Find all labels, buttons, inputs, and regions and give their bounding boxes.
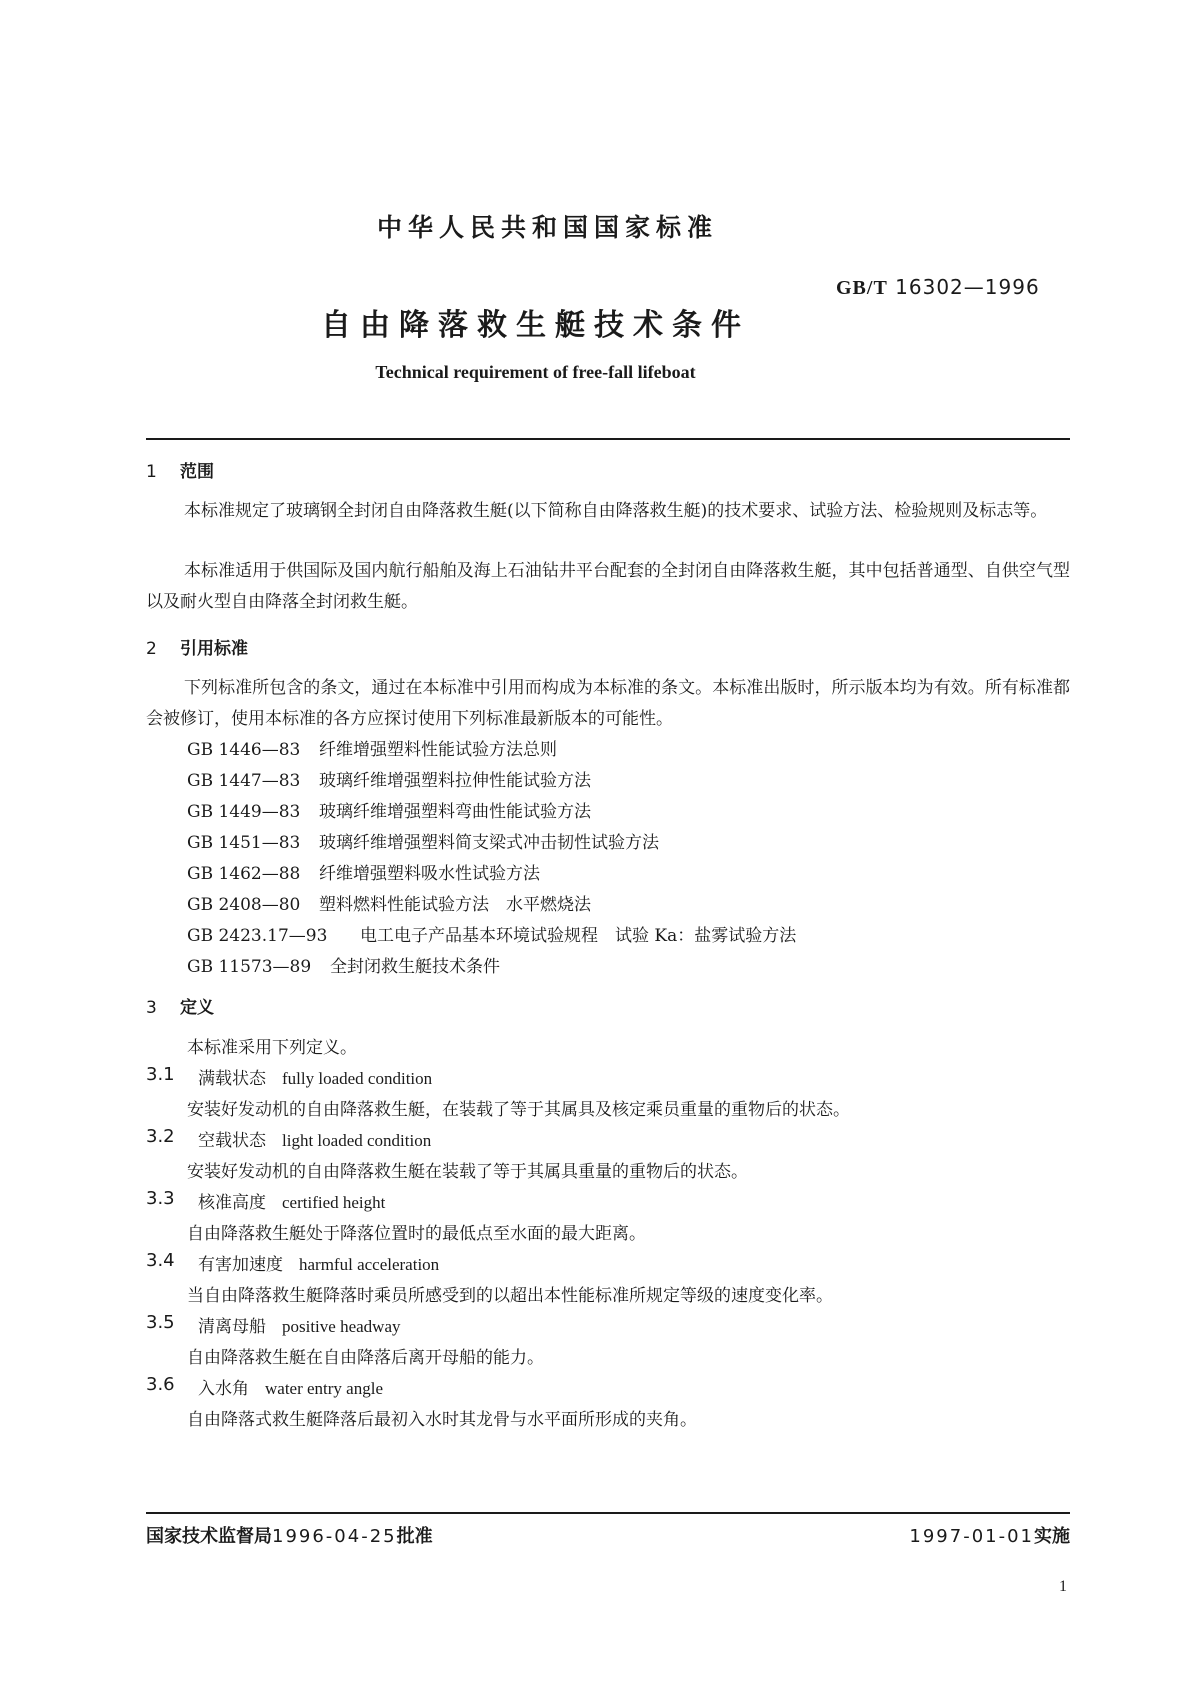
reference-code: GB 2408—80 [187, 895, 301, 915]
term-cn: 入水角 [198, 1379, 249, 1399]
reference-code: GB 1447—83 [187, 771, 301, 791]
scope-paragraph-1: 本标准规定了玻璃钢全封闭自由降落救生艇(以下简称自由降落救生艇)的技术要求、试验方法、检验规则及标志等。 [184, 501, 1048, 521]
reference-code: GB 11573—89 [187, 957, 312, 977]
reference-item [187, 828, 659, 853]
definition-term [198, 1188, 385, 1213]
term-en: positive headway [282, 1317, 401, 1336]
defs-intro: 本标准采用下列定义。 [187, 1038, 357, 1058]
definition-description: 自由降落救生艇在自由降落后离开母船的能力。 [187, 1348, 544, 1368]
reference-item [187, 735, 557, 760]
term-en: water entry angle [265, 1379, 383, 1398]
reference-title: 纤维增强塑料性能试验方法总则 [319, 740, 557, 760]
section-1-heading [146, 457, 214, 482]
reference-code: GB 1446—83 [187, 740, 301, 760]
section-title: 定义 [180, 998, 214, 1018]
standard-number [836, 275, 1040, 300]
definition-description: 自由降落式救生艇降落后最初入水时其龙骨与水平面所形成的夹角。 [187, 1410, 697, 1430]
standard-code: 16302—1996 [895, 275, 1040, 299]
header-divider [146, 438, 1070, 440]
term-en: harmful acceleration [299, 1255, 440, 1274]
reference-item [187, 952, 500, 977]
term-cn: 满载状态 [198, 1069, 266, 1089]
definition-description: 当自由降落救生艇降落时乘员所感受到的以超出本性能标准所规定等级的速度变化率。 [187, 1286, 833, 1306]
definition-number: 3.6 [146, 1374, 175, 1395]
section-number: 2 [146, 639, 157, 659]
effective-date: 1997-01-01 [909, 1526, 1034, 1547]
reference-code: GB 1462—88 [187, 864, 301, 884]
approval-date: 1996-04-25 [272, 1526, 397, 1547]
page-number: 1 [1059, 1578, 1067, 1595]
definition-description: 自由降落救生艇处于降落位置时的最低点至水面的最大距离。 [187, 1224, 646, 1244]
footer-divider [146, 1512, 1070, 1514]
definition-number: 3.2 [146, 1126, 175, 1147]
term-en: certified height [282, 1193, 386, 1212]
reference-item [187, 766, 591, 791]
reference-item [187, 797, 591, 822]
reference-title: 玻璃纤维增强塑料拉伸性能试验方法 [319, 771, 591, 791]
reference-title: 玻璃纤维增强塑料弯曲性能试验方法 [319, 802, 591, 822]
definition-number: 3.1 [146, 1064, 175, 1085]
definition-number: 3.4 [146, 1250, 175, 1271]
definition-term [198, 1064, 432, 1089]
section-3-heading [146, 993, 214, 1018]
scope-paragraph-2: 本标准适用于供国际及国内航行船舶及海上石油钻井平台配套的全封闭自由降落救生艇，其中包括普通型、自供空气型以及耐火型自由降落全封闭救生艇。 [146, 561, 1070, 612]
term-en: fully loaded condition [282, 1069, 433, 1088]
effective-label: 实施 [1034, 1526, 1070, 1547]
section-title: 引用标准 [180, 639, 248, 659]
definition-term [198, 1126, 431, 1151]
section-number: 3 [146, 998, 157, 1018]
reference-title: 塑料燃料性能试验方法 水平燃烧法 [319, 895, 591, 915]
approval-line [146, 1522, 433, 1548]
definition-number: 3.3 [146, 1188, 175, 1209]
reference-code: GB 2423.17—93 [187, 926, 328, 946]
term-cn: 核准高度 [198, 1193, 266, 1213]
term-en: light loaded condition [282, 1131, 432, 1150]
section-title: 范围 [180, 462, 214, 482]
reference-title: 全封闭救生艇技术条件 [330, 957, 500, 977]
section-2-heading [146, 634, 248, 659]
reference-title: 玻璃纤维增强塑料简支梁式冲击韧性试验方法 [319, 833, 659, 853]
issuer-heading: 中华人民共和国国家标准 [376, 213, 718, 242]
term-cn: 有害加速度 [198, 1255, 283, 1275]
reference-item [187, 890, 591, 915]
document-title-en: Technical requirement of free-fall lifeboat [375, 362, 696, 382]
reference-code: GB 1449—83 [187, 802, 301, 822]
section-number: 1 [146, 462, 157, 482]
definition-number: 3.5 [146, 1312, 175, 1333]
reference-item [187, 859, 540, 884]
reference-title: 电工电子产品基本环境试验规程 试验 Ka：盐雾试验方法 [360, 926, 797, 946]
definition-description: 安装好发动机的自由降落救生艇在装载了等于其属具重量的重物后的状态。 [187, 1162, 748, 1182]
reference-item [187, 921, 796, 946]
approval-label: 批准 [396, 1526, 433, 1547]
approver: 国家技术监督局 [146, 1526, 272, 1547]
term-cn: 清离母船 [198, 1317, 266, 1337]
definition-term [198, 1312, 401, 1337]
standard-prefix: GB/T [836, 277, 888, 299]
refs-paragraph: 下列标准所包含的条文，通过在本标准中引用而构成为本标准的条文。本标准出版时，所示版本均为有效。所有标准都会被修订，使用本标准的各方应探讨使用下列标准最新版本的可能性。 [146, 678, 1070, 729]
term-cn: 空载状态 [198, 1131, 266, 1151]
definition-term [198, 1250, 439, 1275]
document-title-cn: 自由降落救生艇技术条件 [321, 308, 750, 343]
reference-code: GB 1451—83 [187, 833, 301, 853]
definition-description: 安装好发动机的自由降落救生艇，在装载了等于其属具及核定乘员重量的重物后的状态。 [187, 1100, 850, 1120]
reference-title: 纤维增强塑料吸水性试验方法 [319, 864, 540, 884]
effective-line [909, 1522, 1070, 1548]
definition-term [198, 1374, 383, 1399]
